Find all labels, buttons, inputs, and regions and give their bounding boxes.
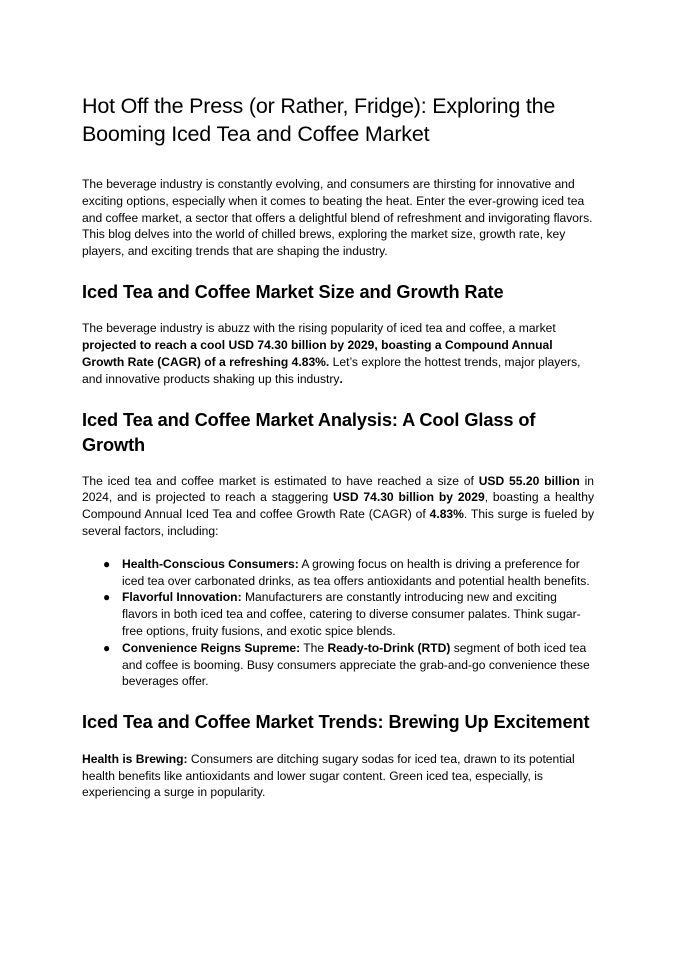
market-size-paragraph [82, 320, 594, 387]
list-item [82, 640, 594, 690]
market-size-text-end: Let’s explore the hottest trends, major players, and innovative products shaking up this industry [82, 355, 581, 386]
section-heading-market-trends: Iced Tea and Coffee Market Trends: Brewing Up Excitement [82, 712, 590, 733]
list-item [82, 589, 594, 639]
trend-text: Consumers are ditching sugary sodas for iced tea, drawn to its potential health benefits like antioxidants and lower sugar content. Green iced tea, especially, is experiencing a surge in popularity. [82, 751, 575, 800]
intro-text: The beverage industry is constantly evolving, and consumers are thirsting for innovative and exciting options, especially when it comes to beating the heat. Enter the ever-growing iced tea and coffee market, a sector that offers a delightful blend of refreshment and invigorating flavors. This blog delves into the world of chilled brews, exploring the market size, growth rate, key players, and exciting trends that are shaping the industry. [82, 177, 593, 259]
trend-title: Health is Brewing: [82, 751, 188, 766]
bullet-icon: ● [103, 590, 111, 605]
analysis-text-1: The iced tea and coffee market is estimated to have reached a size of [82, 473, 479, 488]
bullet-title: Health-Conscious Consumers: [122, 556, 299, 571]
analysis-size-2024: USD 55.20 billion [478, 473, 580, 488]
section-heading-market-size: Iced Tea and Coffee Market Size and Growth Rate [82, 281, 504, 302]
page-title: Hot Off the Press (or Rather, Fridge): Exploring the Booming Iced Tea and Coffee Market [82, 94, 556, 146]
analysis-cagr: 4.83% [429, 507, 464, 522]
bullet-text: The [300, 640, 328, 655]
bullet-text: A growing focus on health is driving a preference for iced tea over carbonated drinks, as tea offers antioxidants and potential health benefits. [122, 556, 590, 588]
bullet-text-2: segment of both iced tea and coffee is booming. Busy consumers appreciate the grab-and-go convenience these beverages offer. [122, 640, 590, 689]
document-page [82, 92, 594, 801]
intro-paragraph [82, 176, 594, 260]
bullet-title: Convenience Reigns Supreme: [122, 640, 301, 655]
bullet-rtd: Ready-to-Drink (RTD) [327, 640, 451, 655]
market-size-text-start: The beverage industry is abuzz with the rising popularity of iced tea and coffee, a market [82, 321, 556, 336]
analysis-text-4: . This surge is fueled by several factors, including: [82, 507, 595, 539]
market-analysis-paragraph [82, 473, 594, 540]
list-item [82, 556, 594, 590]
bullet-text: Manufacturers are constantly introducing new and exciting flavors in both iced tea and coffee, catering to diverse consumer palates. Think sugar-free options, fruity fusions, and exotic spice blends. [122, 590, 581, 639]
market-size-projection: projected to reach a cool USD 74.30 billion by 2029, boasting a Compound Annual Growth Rate (CAGR) of a refreshing 4.83%. [82, 338, 553, 370]
analysis-text-2: in 2024, and is projected to reach a staggering [82, 473, 594, 505]
section-heading-market-analysis: Iced Tea and Coffee Market Analysis: A Cool Glass of Growth [82, 409, 536, 456]
bullet-icon: ● [103, 556, 111, 571]
bullet-icon: ● [103, 640, 111, 655]
growth-factors-list [82, 556, 594, 690]
analysis-text-3: , boasting a healthy Compound Annual Iced Tea and coffee Growth Rate (CAGR) of [82, 490, 594, 522]
bullet-title: Flavorful Innovation: [122, 590, 242, 605]
market-trends-paragraph [82, 751, 594, 801]
market-size-period: . [339, 371, 343, 386]
analysis-projection-2029: USD 74.30 billion by 2029 [333, 490, 485, 505]
